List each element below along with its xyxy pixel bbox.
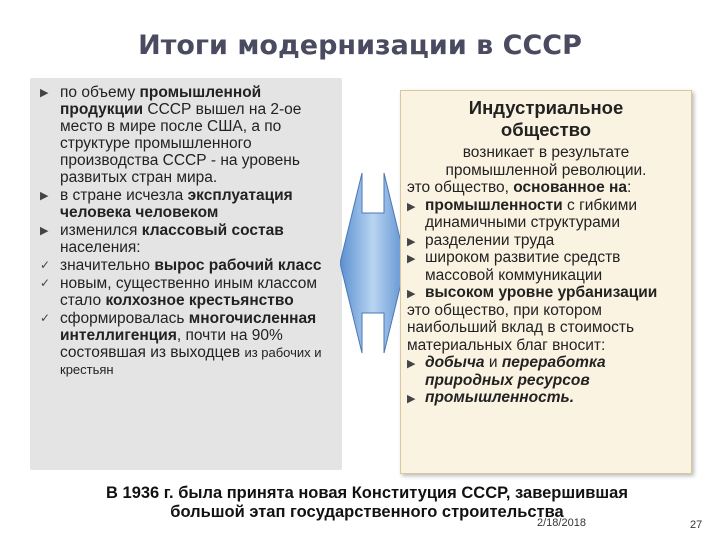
panel-list-item xyxy=(401,232,691,250)
checkmark-icon: ✓ xyxy=(40,258,51,272)
list-item xyxy=(38,222,336,256)
panel-item-bold: переработка природных ресурсов xyxy=(425,354,606,389)
checkmark-icon: ✓ xyxy=(40,311,51,325)
panel-title xyxy=(401,97,691,141)
banner-text: большой этап государственного строительства xyxy=(170,503,564,521)
panel-list-item xyxy=(401,197,691,232)
panel-text xyxy=(401,179,691,197)
panel-item-bold: добыча xyxy=(425,354,485,371)
banner-text: В 1936 г. была принята новая Конституция СССР, завершившая xyxy=(106,484,628,502)
list-item xyxy=(38,310,336,378)
list-item-small-text: из рабочих и крестьян xyxy=(60,345,322,377)
arrow-bullet-icon: ▶ xyxy=(40,225,49,237)
panel-item-bold: промышленности xyxy=(425,196,563,214)
slide-title: Итоги модернизации в СССР xyxy=(138,30,582,61)
list-item-text: по объему xyxy=(60,84,140,101)
panel-list-item xyxy=(401,354,691,389)
panel-text: это общество, при котором наибольший вклад в стоимость материальных благ вносит: xyxy=(407,301,635,354)
arrow-bullet-icon: ▶ xyxy=(40,87,49,99)
list-item-text: новым, существенно иным классом стало xyxy=(60,275,317,309)
list-item xyxy=(38,84,336,186)
constitution-banner xyxy=(22,484,712,534)
panel-text-part: это общество, xyxy=(407,179,514,196)
panel-item-text: и xyxy=(484,354,502,371)
results-list xyxy=(30,78,342,378)
list-item-text: значительно xyxy=(60,257,155,274)
arrow-bullet-icon: ▶ xyxy=(407,253,416,265)
arrow-bullet-icon: ▶ xyxy=(407,358,416,370)
list-item-text: изменился xyxy=(60,222,142,239)
panel-item-text: с гибкими динамичными структурами xyxy=(425,196,638,231)
panel-text-bold: основанное на xyxy=(513,179,628,196)
list-item-text: СССР вышел на 2-ое место в мире после США, а по структуре промышленного производства СССР - на уровень развитых стран мира. xyxy=(60,101,302,186)
double-arrow-icon xyxy=(340,143,406,383)
checkmark-icon: ✓ xyxy=(40,276,51,290)
page-number: 27 xyxy=(690,519,703,531)
panel-item-text: разделении труда xyxy=(425,231,555,249)
panel-item-bold: высоком уровне урбанизации xyxy=(425,284,658,301)
list-item xyxy=(38,257,336,274)
panel-text-part: : xyxy=(627,179,632,196)
list-item-text: населения: xyxy=(60,239,141,256)
panel-list-item xyxy=(401,389,691,407)
list-item-bold-text: колхозное крестьянство xyxy=(105,292,294,309)
arrow-bullet-icon: ▶ xyxy=(407,235,416,248)
arrow-bullet-icon: ▶ xyxy=(407,393,416,405)
list-item-bold-text: промышленной продукции xyxy=(60,84,262,118)
panel-title-line: Индустриальное xyxy=(468,97,624,118)
left-results-panel xyxy=(30,78,342,470)
panel-text: возникает в результате xyxy=(462,144,630,161)
list-item-bold-text: эксплуатация человека человеком xyxy=(60,187,293,221)
industrial-society-panel xyxy=(400,90,692,474)
arrow-bullet-icon: ▶ xyxy=(407,288,416,300)
panel-list-item xyxy=(401,284,691,302)
panel-text: промышленной революции. xyxy=(445,161,647,179)
list-item-text: сформировалась xyxy=(60,310,189,327)
panel-list-item xyxy=(401,249,691,284)
list-item-text: в стране исчезла xyxy=(60,187,188,204)
panel-item-bold: промышленность. xyxy=(425,389,575,406)
list-item xyxy=(38,187,336,221)
list-item-text: , почти на 90% состоявшая из выходцев xyxy=(60,327,283,361)
arrow-bullet-icon: ▶ xyxy=(40,190,49,202)
list-item xyxy=(38,275,336,309)
list-item-bold-text: классовый состав xyxy=(141,222,284,239)
panel-title-line: общество xyxy=(500,119,592,140)
list-item-bold-text: вырос рабочий класс xyxy=(154,257,322,274)
footer-date: 2/18/2018 xyxy=(537,517,586,529)
list-item-bold-text: многочисленная интеллигенция xyxy=(60,310,317,344)
arrow-bullet-icon: ▶ xyxy=(407,200,416,213)
panel-item-text: широком развитие средств массовой коммуникации xyxy=(425,249,621,284)
